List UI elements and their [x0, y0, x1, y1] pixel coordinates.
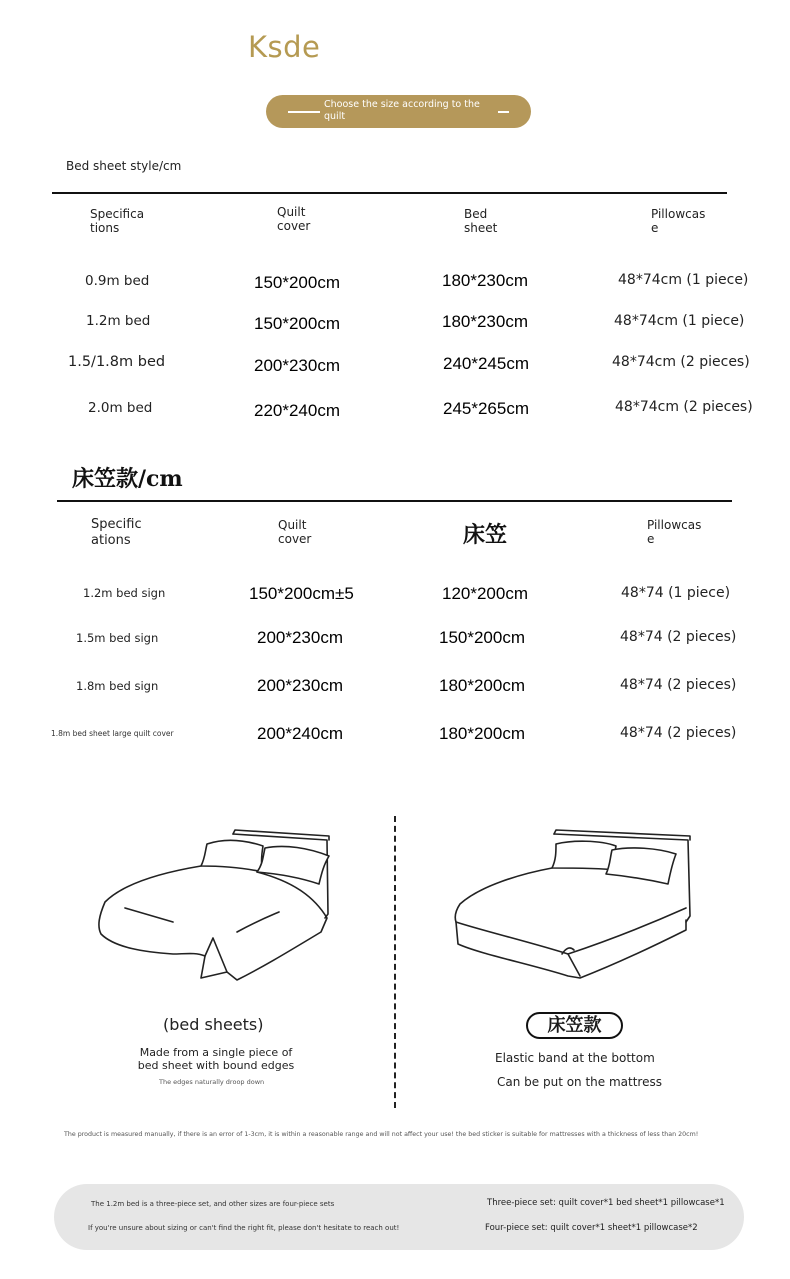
table2-row1-spec: 1.2m bed sign — [83, 586, 166, 600]
table2-row1-pillow: 48*74 (1 piece) — [621, 585, 731, 601]
brand-logo: Ksde — [248, 30, 321, 64]
table1-row2-sheet: 180*230cm — [442, 312, 529, 331]
table1-row4-quilt: 220*240cm — [254, 401, 341, 420]
banner-line-left — [288, 111, 320, 113]
flat-sheet-bed-illustration — [95, 826, 335, 986]
table1-row4-pillow: 48*74cm (2 pieces) — [615, 399, 753, 415]
table1-row3-sheet: 240*245cm — [443, 354, 530, 373]
table2-row2-fitted: 150*200cm — [439, 628, 526, 647]
banner-dash-right — [498, 111, 509, 113]
table2-label: 床笠款/cm — [72, 466, 183, 492]
left-description: Made from a single piece of bed sheet with bound edges — [137, 1046, 295, 1072]
table2-row2-quilt: 200*230cm — [257, 628, 344, 647]
table2-row4-pillow: 48*74 (2 pieces) — [620, 725, 737, 741]
table2-header-quilt: Quilt cover — [278, 518, 312, 546]
table1-label: Bed sheet style/cm — [66, 159, 182, 173]
table2-row3-pillow: 48*74 (2 pieces) — [620, 677, 737, 693]
banner-text: Choose the size according to the quilt — [324, 99, 480, 122]
footer-right-line1: Three-piece set: quilt cover*1 bed sheet*1 pillowcase*1 — [487, 1198, 725, 1208]
fitted-style-badge: 床笠款 — [526, 1012, 623, 1039]
table2-header-spec: Specific ations — [91, 517, 142, 548]
table1-row1-sheet: 180*230cm — [442, 271, 529, 290]
table1-row3-quilt: 200*230cm — [254, 356, 341, 375]
set-info-footer — [54, 1184, 744, 1250]
table2-row1-fitted: 120*200cm — [442, 584, 529, 603]
table2-row3-spec: 1.8m bed sign — [76, 679, 159, 693]
table2-rule — [57, 500, 732, 502]
table2-row2-spec: 1.5m bed sign — [76, 631, 159, 645]
table2-row3-fitted: 180*200cm — [439, 676, 526, 695]
right-line2: Can be put on the mattress — [497, 1075, 662, 1089]
size-guide-banner — [266, 95, 531, 128]
table1-row4-spec: 2.0m bed — [88, 400, 153, 416]
table1-row2-spec: 1.2m bed — [86, 313, 151, 329]
table1-row4-sheet: 245*265cm — [443, 399, 530, 418]
table2-row1-quilt: 150*200cm±5 — [249, 584, 354, 603]
table2-row4-quilt: 200*240cm — [257, 724, 344, 743]
table1-header-spec: Specifica tions — [90, 207, 145, 235]
table1-row1-quilt: 150*200cm — [254, 273, 341, 292]
table2-row3-quilt: 200*230cm — [257, 676, 344, 695]
left-note: The edges naturally droop down — [159, 1078, 265, 1086]
table2-header-pillow: Pillowcas e — [647, 518, 702, 546]
table1-header-quilt: Quilt cover — [277, 205, 311, 233]
table1-header-sheet: Bed sheet — [464, 207, 498, 235]
table1-row1-pillow: 48*74cm (1 piece) — [618, 272, 749, 288]
table1-row1-spec: 0.9m bed — [85, 273, 150, 289]
table2-row4-spec: 1.8m bed sheet large quilt cover — [51, 729, 174, 738]
table1-rule — [52, 192, 727, 194]
table1-header-pillow: Pillowcas e — [651, 207, 706, 235]
fitted-sheet-bed-illustration — [450, 826, 695, 986]
left-caption: (bed sheets) — [163, 1015, 264, 1034]
footer-right-line2: Four-piece set: quilt cover*1 sheet*1 pillowcase*2 — [485, 1223, 698, 1233]
table1-row3-spec: 1.5/1.8m bed — [68, 354, 166, 370]
center-dashed-divider — [394, 816, 396, 1108]
table1-row2-quilt: 150*200cm — [254, 314, 341, 333]
table2-header-fitted: 床笠 — [463, 522, 508, 548]
table1-row3-pillow: 48*74cm (2 pieces) — [612, 354, 750, 370]
measurement-disclaimer: The product is measured manually, if there is an error of 1-3cm, it is within a reasonable range and will not affect your use! the bed sticker is suitable for mattresses with a thickness of less than 20cm! — [64, 1131, 699, 1138]
table1-row2-pillow: 48*74cm (1 piece) — [614, 313, 745, 329]
table2-row4-fitted: 180*200cm — [439, 724, 526, 743]
table2-row2-pillow: 48*74 (2 pieces) — [620, 629, 737, 645]
footer-left-line2: If you're unsure about sizing or can't find the right fit, please don't hesitate to reach out! — [88, 1224, 400, 1232]
footer-left-line1: The 1.2m bed is a three-piece set, and other sizes are four-piece sets — [91, 1200, 335, 1208]
right-line1: Elastic band at the bottom — [495, 1051, 655, 1065]
